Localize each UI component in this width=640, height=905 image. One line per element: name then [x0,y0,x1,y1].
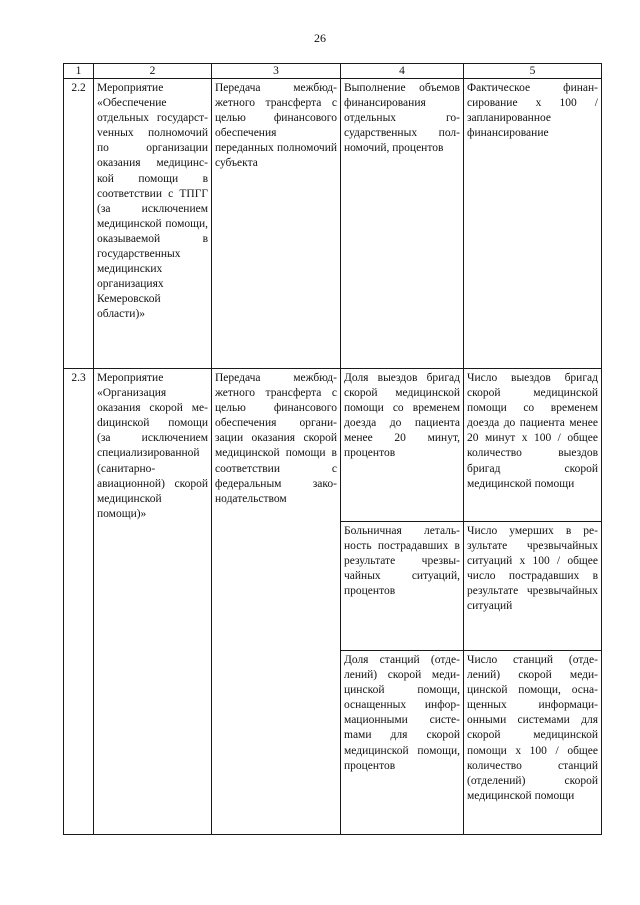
formula-cell: Фактическое финансирование х 100 / запланированное финансирование [464,79,602,369]
formula-cell: Число станций (отделений) скорой медицинской помощи, оснащенных информационными системами для скорой медицинской помощи х 100 / общее количество станций (отделений) скорой медицинской помощи [464,651,602,835]
indicator-cell: Больничная летальность пострадавших в результате чрезвычайных ситуаций, процентов [341,522,464,651]
table-row-2-2 [64,79,602,369]
column-header-5: 5 [464,64,602,79]
indicator-cell: Доля выездов бригад скорой медицинской помощи со временем доезда до пациента менее 20 минут, процентов [341,369,464,522]
indicator-cell: Выполнение объемов финансирования отдельных государственных полномочий, процентов [341,79,464,369]
header-row [64,64,602,79]
column-header-2: 2 [94,64,212,79]
activity-cell: Мероприятие «Организация оказания скорой меdицинской помощи (за исключением специализированной (санитарно-авиационной) скорой медицинской помощи)» [94,369,212,835]
table-body [64,79,602,835]
activity-cell: Мероприятие «Обеспечение отдельных государстvенных полномочий по организации оказания медицинской помощи в соответствии с ТПГГ (за исключением медицинской помощи, оказываемой в государственных медицинских организациях Кемеровской области)» [94,79,212,369]
column-header-4: 4 [341,64,464,79]
row-number: 2.3 [64,369,94,835]
purpose-cell: Передача межбюджетного трансферта с целью финансового обеспечения организации оказания скорой медицинской помощи в соответствии с федеральным законодательством [212,369,341,835]
table-header [64,64,602,79]
indicators-table [63,63,602,835]
page-number: 26 [314,31,326,45]
purpose-cell: Передача межбюджетного трансферта с целью финансового обеспечения переданных полномочий субъекта [212,79,341,369]
column-header-1: 1 [64,64,94,79]
formula-cell: Число выездов бригад скорой медицинской помощи со временем доезда до пациента менее 20 минут х 100 / общее количество выездов бригад скорой медицинской помощи [464,369,602,522]
table-row-2-3 [64,369,602,522]
row-number: 2.2 [64,79,94,369]
indicator-cell: Доля станций (отделений) скорой медицинской помощи, оснащенных информационными систеmами для скорой медицинской помощи, процентов [341,651,464,835]
column-header-3: 3 [212,64,341,79]
formula-cell: Число умерших в результате чрезвычайных ситуаций х 100 / общее число пострадавших в результате чрезвычайных ситуаций [464,522,602,651]
